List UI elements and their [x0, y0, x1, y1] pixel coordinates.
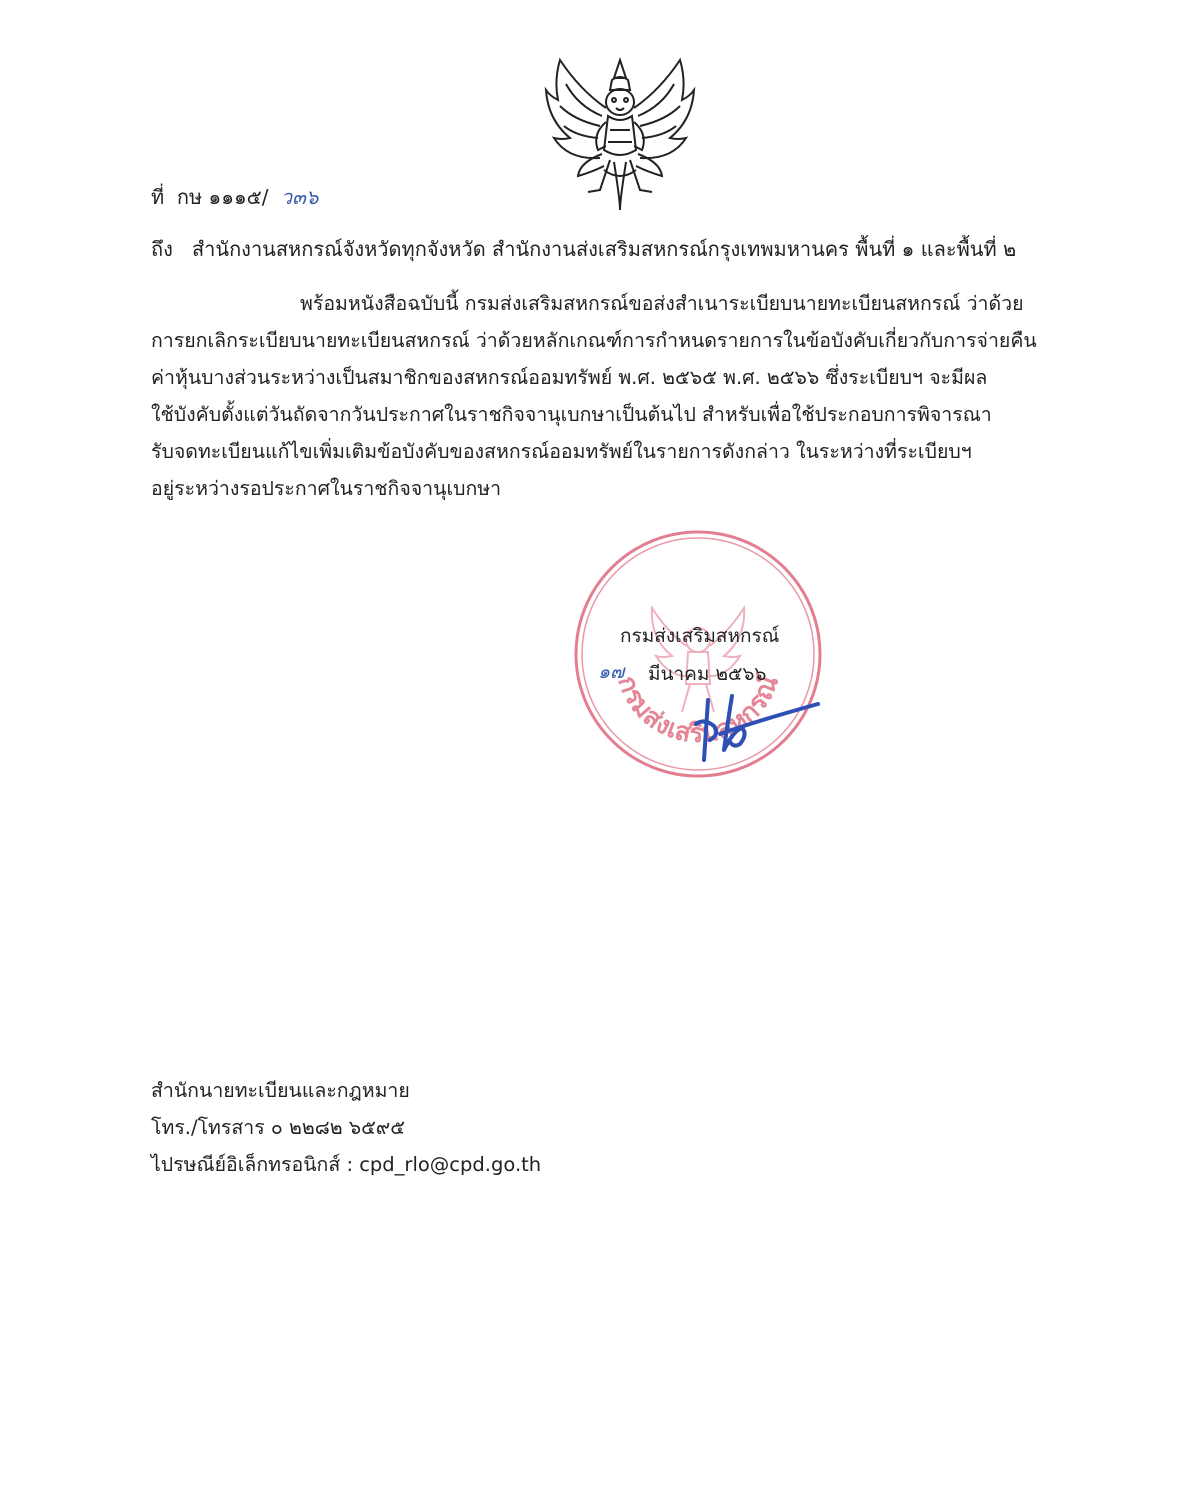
ref-handwritten-number: ว๓๖: [280, 185, 319, 209]
ref-prefix: ที่: [151, 185, 165, 209]
body-line-4: ใช้บังคับตั้งแต่วันถัดจากวันประกาศในราชกิจจานุเบกษาเป็นต้นไป สำหรับเพื่อใช้ประกอบการพิจารณา: [151, 403, 992, 426]
ref-number: กษ ๑๑๑๕/: [176, 185, 269, 209]
footer-office: สำนักนายทะเบียนและกฎหมาย: [151, 1079, 410, 1102]
to-text: สำนักงานสหกรณ์จังหวัดทุกจังหวัด สำนักงานส่งเสริมสหกรณ์กรุงเทพมหานคร พื้นที่ ๑ และพื้นที่ ๒: [191, 237, 1017, 261]
to-label: ถึง: [151, 237, 173, 261]
body-line-6: อยู่ระหว่างรอประกาศในราชกิจจานุเบกษา: [151, 477, 502, 500]
body-line-5: รับจดทะเบียนแก้ไขเพิ่มเติมข้อบังคับของสหกรณ์ออมทรัพย์ในรายการดังกล่าว ในระหว่างที่ระเบียบฯ: [151, 440, 972, 463]
reference-line: [151, 183, 319, 211]
recipient-line: [151, 235, 1016, 263]
body-line-2: การยกเลิกระเบียบนายทะเบียนสหกรณ์ ว่าด้วยหลักเกณฑ์การกำหนดรายการในข้อบังคับเกี่ยวกับการจ่ายคืน: [151, 329, 1037, 352]
body-line-3: ค่าหุ้นบางส่วนระหว่างเป็นสมาชิกของสหกรณ์ออมทรัพย์ พ.ศ. ๒๕๖๕ พ.ศ. ๒๕๖๖ ซึ่งระเบียบฯ จะมีผล: [151, 366, 988, 389]
signature-month-year: มีนาคม ๒๕๖๖: [648, 663, 767, 685]
signature-day-handwritten: ๑๗: [598, 661, 625, 683]
stamp-ring-text: กรมส่งเสริมสหกรณ์: [611, 671, 785, 750]
handwritten-signature: [690, 690, 830, 770]
footer-phone: โทร./โทรสาร ๐ ๒๒๘๒ ๖๕๙๕: [151, 1116, 405, 1139]
garuda-emblem: [540, 50, 700, 215]
footer-email: ไปรษณีย์อิเล็กทรอนิกส์ : cpd_rlo@cpd.go.th: [151, 1153, 542, 1176]
signature-department: กรมส่งเสริมสหกรณ์: [620, 625, 780, 647]
body-line-1: พร้อมหนังสือฉบับนี้ กรมส่งเสริมสหกรณ์ขอส่งสำเนาระเบียบนายทะเบียนสหกรณ์ ว่าด้วย: [300, 292, 1024, 315]
